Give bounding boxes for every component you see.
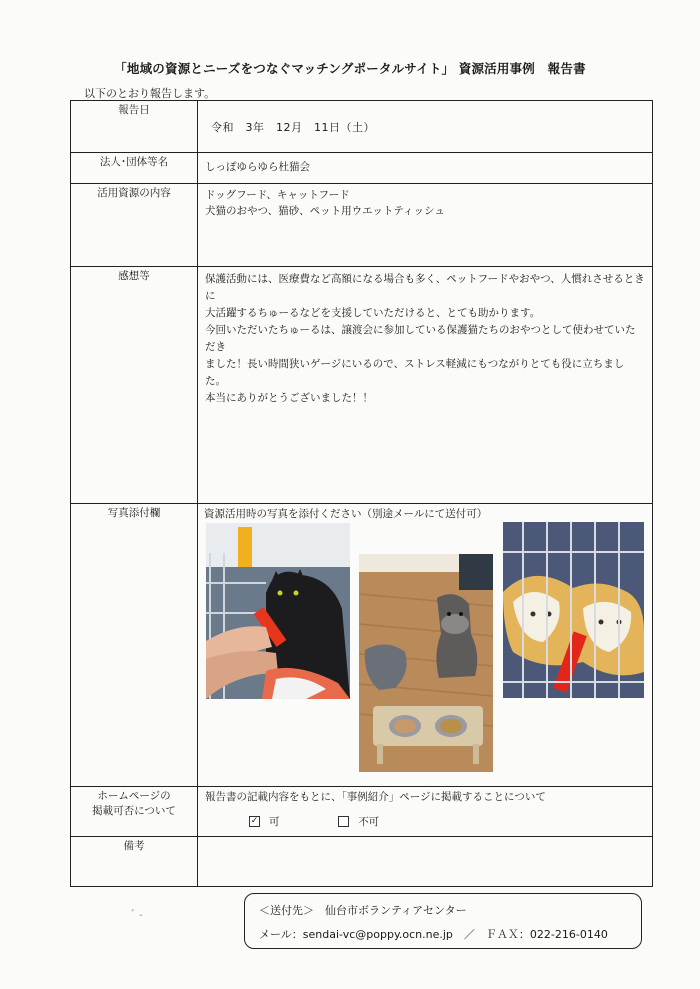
row-photos [71, 504, 653, 787]
sender-box [244, 893, 642, 949]
impressions-line-3: 今回いただいたちゅーるは、譲渡会に参加している保護猫たちのおやつとして使わせていただき [205, 324, 636, 353]
impressions-line-2: 大活躍するちゅーるなどを支援していただけると、とても助かります。 [205, 307, 541, 319]
report-table [70, 100, 653, 887]
photo-dog [359, 554, 493, 772]
row-resources [71, 184, 653, 267]
homepage-value [199, 788, 651, 834]
no-checkbox[interactable] [338, 816, 349, 827]
photos-label: 写真添付欄 [71, 504, 198, 787]
photo-orange-cats [503, 522, 644, 698]
no-option-label: 不可 [358, 815, 380, 828]
row-remarks [71, 837, 653, 887]
resources-line-2: 犬猫のおやつ、猫砂、ペット用ウエットティッシュ [205, 204, 445, 217]
homepage-label [71, 787, 198, 837]
report-date-label: 報告日 [71, 101, 198, 153]
resources-label: 活用資源の内容 [71, 184, 198, 267]
homepage-options [249, 815, 645, 831]
homepage-question: 報告書の記載内容をもとに、「事例紹介」ページに掲載することについて [205, 791, 546, 803]
row-organization [71, 153, 653, 184]
report-title: 「地域の資源とニーズをつなぐマッチングポータルサイト」 資源活用事例 報告書 [114, 61, 586, 76]
intro-text: 以下のとおり報告します。 [84, 87, 216, 100]
impressions-value [199, 268, 651, 410]
row-homepage [71, 787, 653, 837]
yes-option-label: 可 [269, 815, 280, 828]
impressions-line-4: ました！長い時間狭いゲージにいるので、ストレス軽減にもつながりとても役に立ちました。 [205, 358, 625, 387]
row-report-date [71, 101, 653, 153]
organization-value: しっぽゆらゆら杜猫会 [205, 161, 310, 174]
stray-mark: ﾞ ‐ [131, 910, 143, 921]
photos-note: 資源活用時の写真を添付ください（別途メールにて送付可） [204, 508, 488, 520]
homepage-label-line-1: ホームページの [97, 790, 171, 802]
impressions-label: 感想等 [71, 267, 198, 504]
photos-area [198, 504, 652, 786]
remarks-label: 備考 [71, 837, 198, 887]
report-date-value: 令和 3年 12月 11日（土） [211, 121, 375, 134]
resources-value [199, 185, 651, 223]
impressions-line-1: 保護活動には、医療費など高額になる場合も多く、ペットフードやおやつ、人慣れさせるときに [205, 273, 645, 302]
sender-line-1: ＜送付先＞ 仙台市ボランティアセンター [259, 904, 467, 917]
impressions-line-5: 本当にありがとうございました！！ [205, 392, 373, 404]
sender-line-2: メール：sendai-vc@poppy.ocn.ne.jp ／ ＦＡＸ：022-216-0140 [259, 928, 608, 941]
organization-label: 法人･団体等名 [71, 153, 198, 184]
photo-black-cat [206, 523, 350, 699]
row-impressions [71, 267, 653, 504]
resources-line-1: ドッグフード、キャットフード [205, 189, 350, 201]
homepage-label-line-2: 掲載可否について [92, 805, 176, 817]
yes-checkbox[interactable]: ✓ [250, 816, 259, 827]
remarks-value [198, 837, 653, 887]
